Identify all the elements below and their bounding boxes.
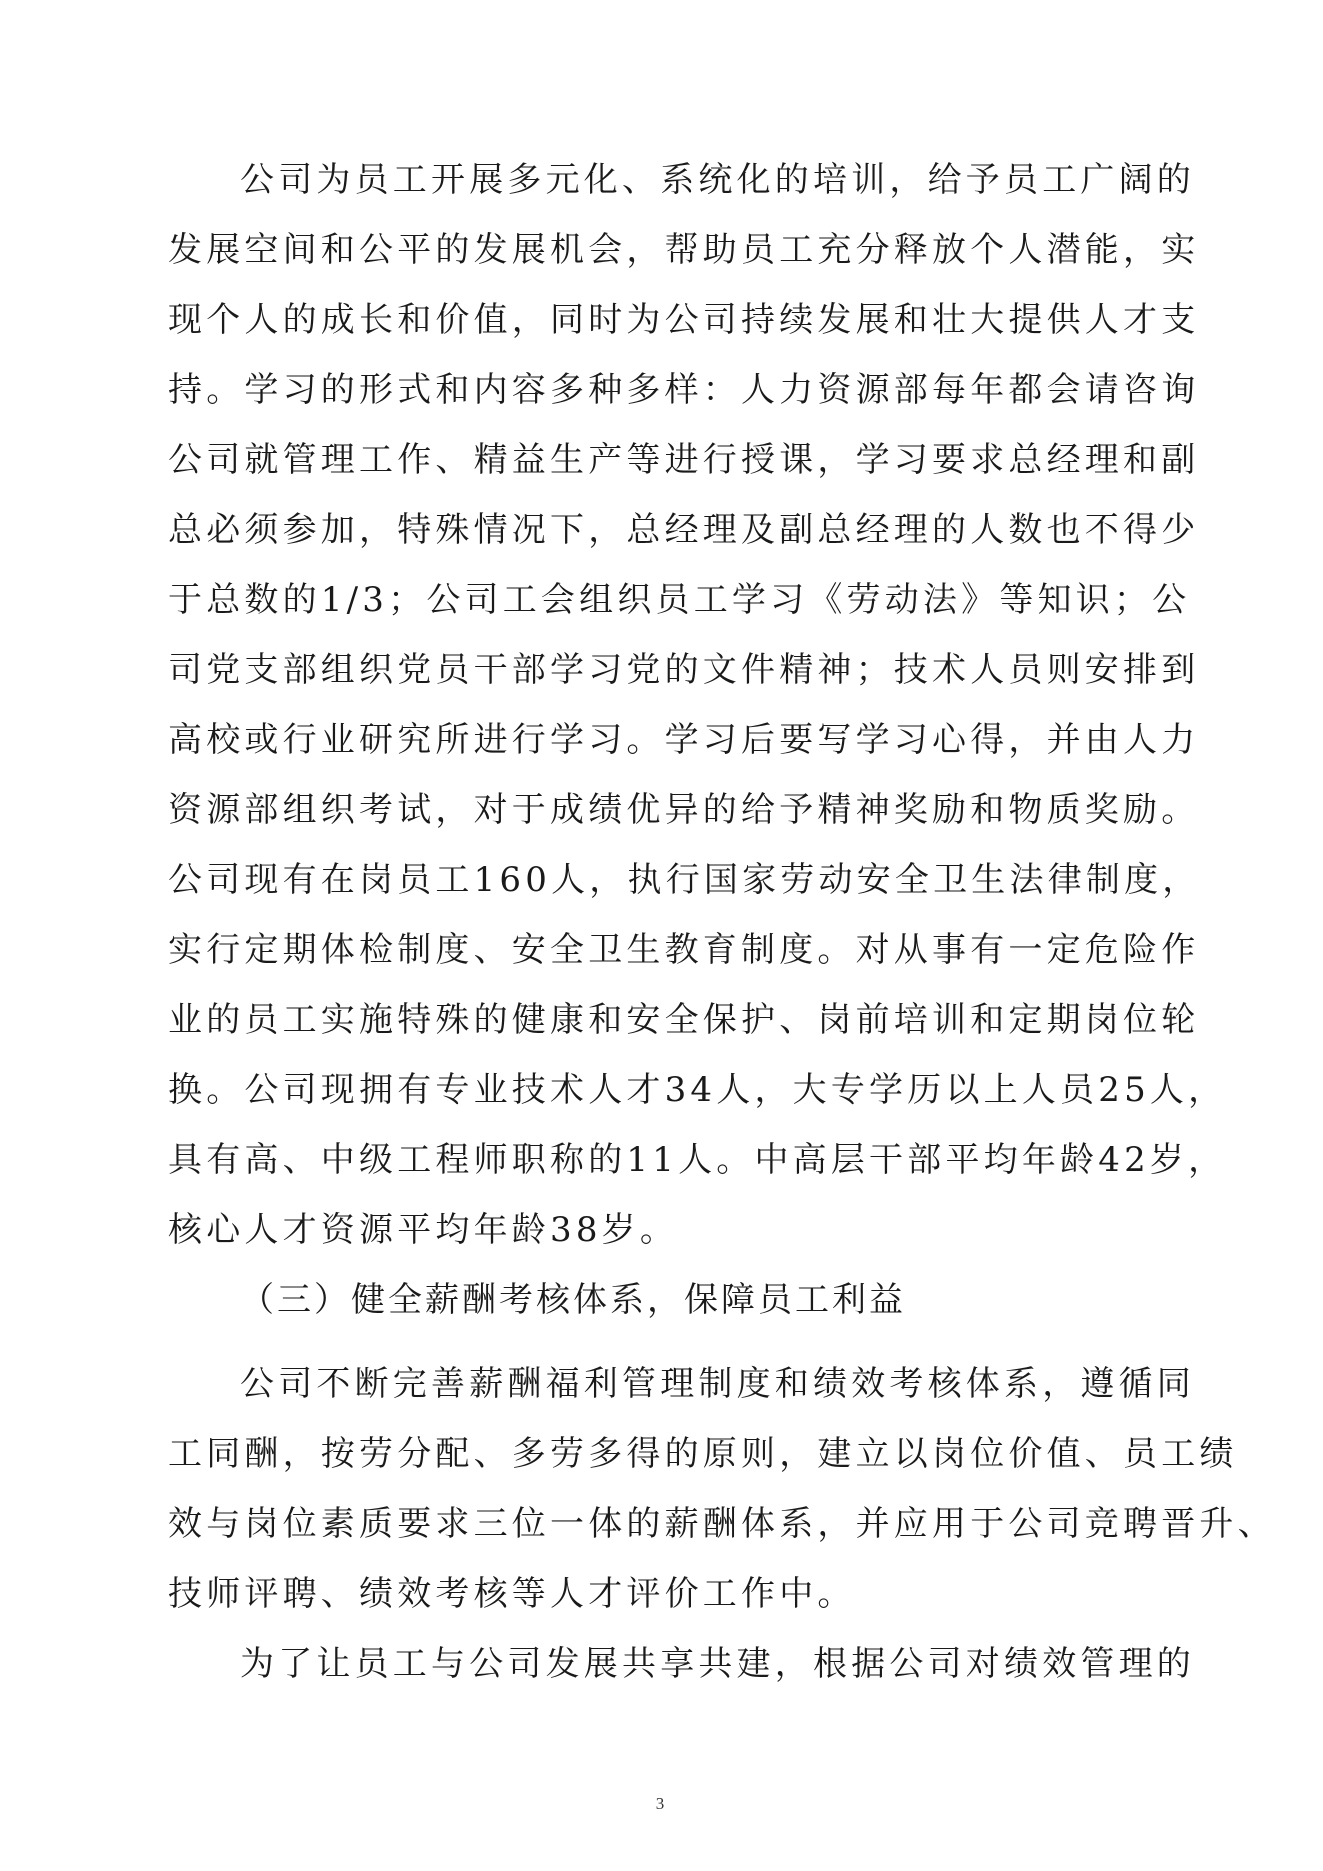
paragraph-line: 总必须参加，特殊情况下，总经理及副总经理的人数也不得少 <box>168 510 1200 550</box>
paragraph-line: 资源部组织考试，对于成绩优异的给予精神奖励和物质奖励。 <box>168 790 1200 830</box>
paragraph-line: 司党支部组织党员干部学习党的文件精神；技术人员则安排到 <box>168 650 1200 690</box>
paragraph-line: 工同酬，按劳分配、多劳多得的原则，建立以岗位价值、员工绩 <box>168 1434 1238 1474</box>
paragraph-line: 公司为员工开展多元化、系统化的培训，给予员工广阔的 <box>240 160 1195 200</box>
paragraph-line: 实行定期体检制度、安全卫生教育制度。对从事有一定危险作 <box>168 930 1200 970</box>
paragraph-line: 核心人才资源平均年龄38岁。 <box>168 1210 679 1250</box>
section-heading: （三）健全薪酬考核体系，保障员工利益 <box>240 1280 906 1320</box>
paragraph-line: 于总数的1/3；公司工会组织员工学习《劳动法》等知识；公 <box>168 580 1191 620</box>
page-number: 3 <box>655 1794 665 1813</box>
paragraph-line: 发展空间和公平的发展机会，帮助员工充分释放个人潜能，实 <box>168 230 1200 270</box>
paragraph-line: 业的员工实施特殊的健康和安全保护、岗前培训和定期岗位轮 <box>168 1000 1200 1040</box>
paragraph-line: 为了让员工与公司发展共享共建，根据公司对绩效管理的 <box>240 1644 1195 1684</box>
paragraph-line: 持。学习的形式和内容多种多样：人力资源部每年都会请咨询 <box>168 370 1200 410</box>
paragraph-line: 换。公司现拥有专业技术人才34人，大专学历以上人员25人， <box>168 1070 1227 1110</box>
paragraph-line: 效与岗位素质要求三位一体的薪酬体系，并应用于公司竞聘晋升、 <box>168 1504 1276 1544</box>
paragraph-line: 公司现有在岗员工160人，执行国家劳动安全卫生法律制度， <box>168 860 1201 900</box>
paragraph-line: 高校或行业研究所进行学习。学习后要写学习心得，并由人力 <box>168 720 1200 760</box>
paragraph-line: 公司不断完善薪酬福利管理制度和绩效考核体系，遵循同 <box>240 1364 1195 1404</box>
paragraph-line: 公司就管理工作、精益生产等进行授课，学习要求总经理和副 <box>168 440 1200 480</box>
paragraph-line: 具有高、中级工程师职称的11人。中高层干部平均年龄42岁， <box>168 1140 1227 1180</box>
paragraph-line: 技师评聘、绩效考核等人才评价工作中。 <box>168 1574 856 1614</box>
paragraph-line: 现个人的成长和价值，同时为公司持续发展和壮大提供人才支 <box>168 300 1200 340</box>
